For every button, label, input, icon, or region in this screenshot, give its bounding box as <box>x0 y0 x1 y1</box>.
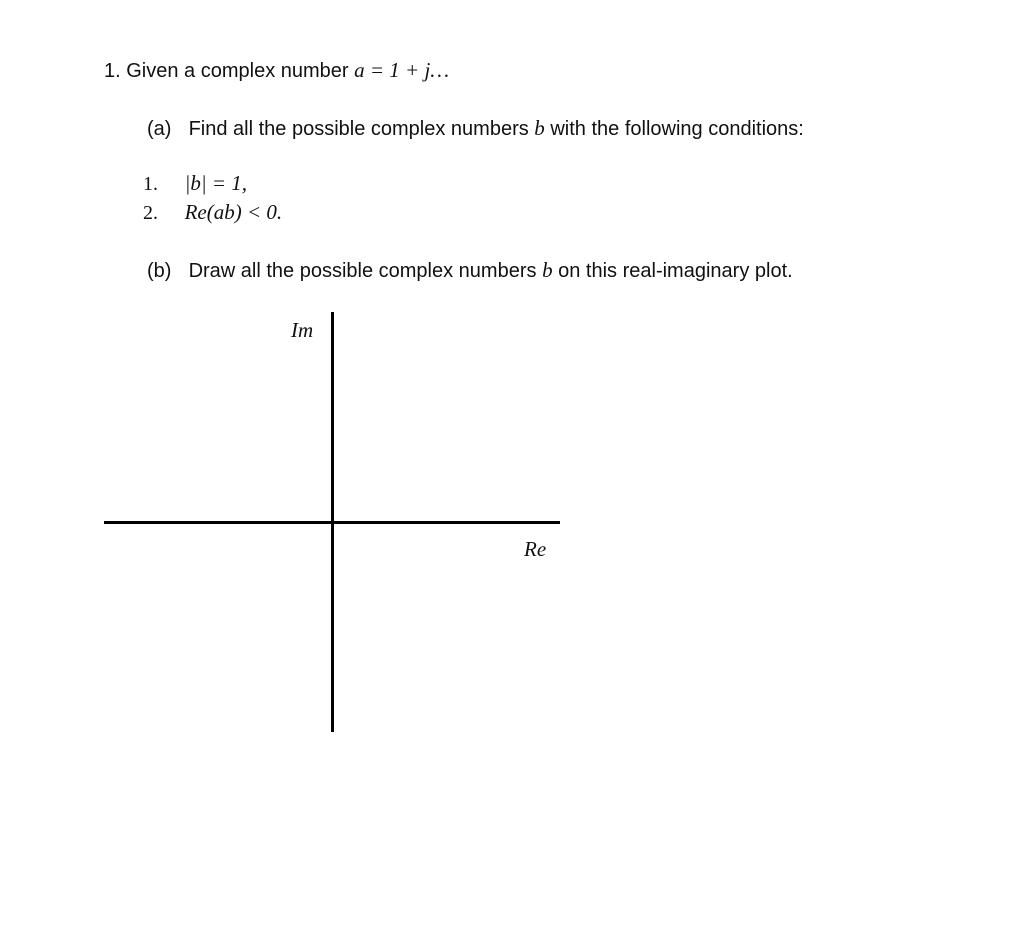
part-b-label: (b) <box>147 260 172 282</box>
part-b-text-after: on this real-imaginary plot. <box>558 260 793 282</box>
condition-number: 2. <box>143 202 158 224</box>
condition-item <box>143 200 282 225</box>
condition-item <box>143 171 247 196</box>
part-b-variable: b <box>542 258 553 282</box>
part-b-text-before: Draw all the possible complex numbers <box>188 260 537 282</box>
part-a-label: (a) <box>147 118 172 140</box>
real-axis-label: Re <box>524 537 547 561</box>
question-header <box>104 58 449 83</box>
part-a-text-after: with the following conditions: <box>550 118 804 140</box>
condition-expression: |b| = 1, <box>184 171 248 195</box>
question-equation: a = 1 + j… <box>354 58 449 82</box>
condition-number: 1. <box>143 173 158 195</box>
part-a-text-before: Find all the possible complex numbers <box>188 118 529 140</box>
imaginary-axis-label: Im <box>291 318 314 342</box>
part-b-prompt <box>147 258 793 283</box>
question-prompt: Given a complex number <box>126 60 349 82</box>
question-number: 1. <box>104 60 121 82</box>
condition-expression: Re(ab) < 0. <box>184 200 283 224</box>
part-a-variable: b <box>534 116 545 140</box>
part-a-prompt <box>147 116 804 141</box>
real-axis <box>104 521 560 524</box>
